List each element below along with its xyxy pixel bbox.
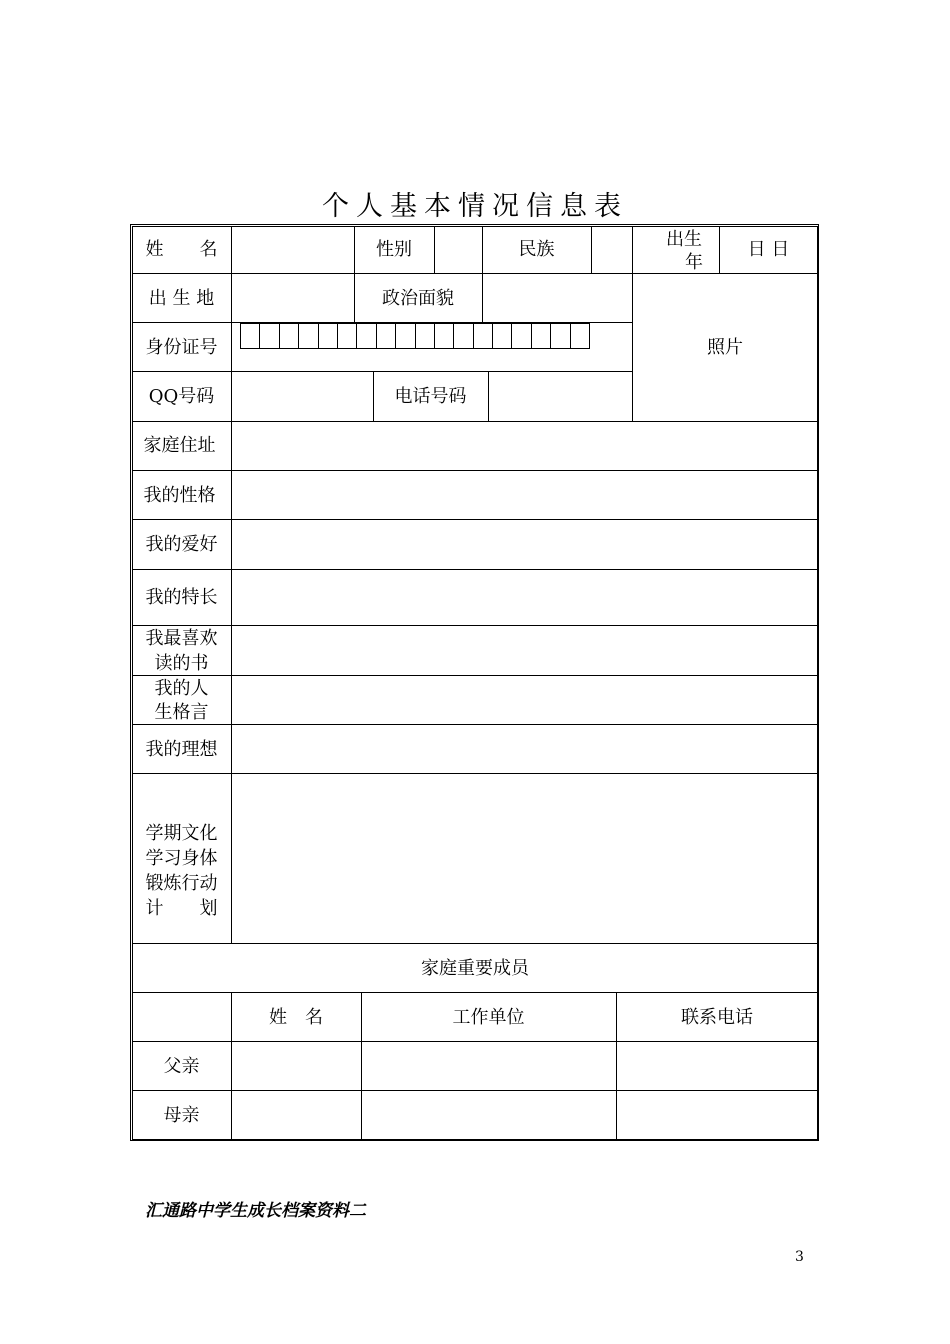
row-line	[132, 675, 818, 676]
row-line	[132, 992, 818, 993]
row-line	[132, 773, 818, 774]
col-line	[591, 226, 592, 273]
ideal-label: 我的理想	[145, 739, 218, 760]
favorite-book-label-line1: 我最喜欢	[145, 628, 218, 649]
id-digit-box[interactable]	[435, 323, 454, 349]
row-line	[132, 943, 818, 944]
id-digit-box[interactable]	[357, 323, 376, 349]
id-digit-box[interactable]	[338, 323, 357, 349]
gender-label: 性别	[376, 239, 412, 260]
row-line	[132, 470, 818, 471]
id-number-label: 身份证号	[145, 337, 218, 358]
col-line	[488, 371, 489, 421]
qq-label: QQ号码	[148, 386, 215, 407]
row-line	[132, 724, 818, 725]
form-inner-frame	[132, 226, 818, 1140]
favorite-book-label-line2: 读的书	[154, 653, 209, 674]
family-section-title: 家庭重要成员	[421, 958, 529, 979]
row-line	[132, 625, 818, 626]
id-digit-box[interactable]	[280, 323, 299, 349]
row-line	[132, 371, 632, 372]
hobby-label: 我的爱好	[145, 534, 218, 555]
family-row-father: 父亲	[163, 1056, 200, 1077]
plan-label-line3: 锻炼行动	[145, 873, 218, 894]
id-digit-box[interactable]	[512, 323, 531, 349]
id-digit-box[interactable]	[299, 323, 318, 349]
plan-label-line1: 学期文化	[145, 823, 218, 844]
row-line	[132, 421, 818, 422]
id-digit-box[interactable]	[474, 323, 493, 349]
id-digit-box[interactable]	[551, 323, 570, 349]
id-digit-box[interactable]	[454, 323, 473, 349]
page-number: 3	[795, 1249, 804, 1265]
col-line	[434, 226, 435, 273]
id-digit-box[interactable]	[377, 323, 396, 349]
id-digit-box[interactable]	[396, 323, 415, 349]
id-digit-box[interactable]	[493, 323, 512, 349]
address-label: 家庭住址	[143, 435, 216, 456]
motto-label-line1: 我的人	[154, 678, 209, 699]
political-status-label: 政治面貌	[382, 288, 454, 309]
birthplace-label: 出 生 地	[148, 288, 215, 309]
family-row-mother: 母亲	[163, 1105, 200, 1126]
col-line	[231, 226, 232, 943]
plan-label-line4: 计 划	[145, 898, 218, 919]
birth-label-line1: 出生	[666, 229, 702, 250]
ethnicity-label: 民族	[518, 239, 555, 260]
id-digit-box[interactable]	[416, 323, 435, 349]
family-col-phone: 联系电话	[681, 1007, 753, 1028]
footer-note: 汇通路中学生成长档案资料二	[145, 1201, 366, 1221]
row-line	[132, 1090, 818, 1091]
photo-label: 照片	[707, 337, 743, 358]
motto-label-line2: 生格言	[154, 702, 209, 723]
phone-label: 电话号码	[394, 386, 467, 407]
row-line	[132, 519, 818, 520]
family-col-work: 工作单位	[452, 1007, 525, 1028]
row-line	[132, 1041, 818, 1042]
id-digit-box[interactable]	[571, 323, 590, 349]
personality-label: 我的性格	[143, 485, 216, 506]
birth-label-line2: 年	[685, 252, 703, 273]
family-col-name: 姓 名	[269, 1007, 323, 1028]
id-digit-box[interactable]	[319, 323, 338, 349]
col-line	[632, 226, 633, 421]
birth-date-value: 日 日	[747, 239, 790, 260]
page-title: 个人基本情况信息表	[322, 191, 628, 222]
row-line	[132, 569, 818, 570]
id-digit-box[interactable]	[260, 323, 279, 349]
id-number-boxes[interactable]	[240, 323, 590, 349]
id-digit-box[interactable]	[532, 323, 551, 349]
id-digit-box[interactable]	[241, 323, 260, 349]
plan-label-line2: 学习身体	[145, 848, 218, 869]
name-label: 姓 名	[145, 239, 218, 260]
specialty-label: 我的特长	[145, 587, 218, 608]
